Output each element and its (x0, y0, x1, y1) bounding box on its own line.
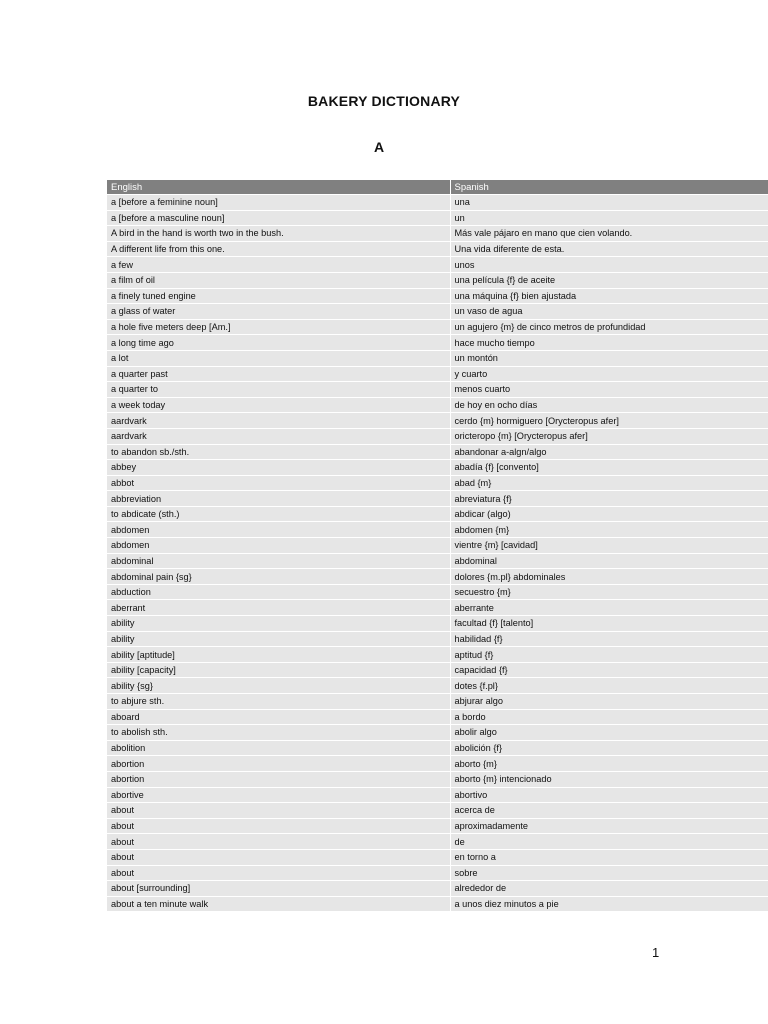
table-row (107, 272, 768, 288)
english-term-cell: a long time ago (107, 335, 450, 351)
english-term-cell: ability [aptitude] (107, 647, 450, 663)
table-row (107, 584, 768, 600)
spanish-translation-cell: abolir algo (450, 725, 768, 741)
spanish-translation-cell: acerca de (450, 803, 768, 819)
spanish-translation-cell: aproximadamente (450, 818, 768, 834)
column-header-spanish: Spanish (450, 180, 768, 195)
spanish-translation-cell: a unos diez minutos a pie (450, 896, 768, 911)
english-term-cell: abortive (107, 787, 450, 803)
spanish-translation-cell: de (450, 834, 768, 850)
english-term-cell: abdomen (107, 522, 450, 538)
english-term-cell: a glass of water (107, 304, 450, 320)
table-row (107, 304, 768, 320)
spanish-translation-cell: abolición {f} (450, 740, 768, 756)
spanish-translation-cell: aptitud {f} (450, 647, 768, 663)
spanish-translation-cell: habilidad {f} (450, 631, 768, 647)
spanish-translation-cell: un agujero {m} de cinco metros de profundidad (450, 319, 768, 335)
spanish-translation-cell: aborto {m} intencionado (450, 771, 768, 787)
spanish-translation-cell: a bordo (450, 709, 768, 725)
english-term-cell: to abdicate (sth.) (107, 506, 450, 522)
english-term-cell: a lot (107, 350, 450, 366)
english-term-cell: about (107, 865, 450, 881)
english-term-cell: abduction (107, 584, 450, 600)
table-row (107, 865, 768, 881)
table-row (107, 366, 768, 382)
english-term-cell: a few (107, 257, 450, 273)
dictionary-table (107, 180, 768, 911)
spanish-translation-cell: dolores {m.pl} abdominales (450, 569, 768, 585)
english-term-cell: a quarter past (107, 366, 450, 382)
english-term-cell: about a ten minute walk (107, 896, 450, 911)
english-term-cell: a week today (107, 397, 450, 413)
spanish-translation-cell: aberrante (450, 600, 768, 616)
table-row (107, 413, 768, 429)
table-row (107, 725, 768, 741)
table-row (107, 849, 768, 865)
spanish-translation-cell: unos (450, 257, 768, 273)
document-title: BAKERY DICTIONARY (307, 93, 461, 109)
table-row (107, 787, 768, 803)
english-term-cell: abortion (107, 771, 450, 787)
english-term-cell: A bird in the hand is worth two in the bush. (107, 226, 450, 242)
dictionary-table-body (107, 195, 768, 912)
table-row (107, 335, 768, 351)
english-term-cell: a [before a feminine noun] (107, 195, 450, 211)
spanish-translation-cell: alrededor de (450, 881, 768, 897)
spanish-translation-cell: abdicar (algo) (450, 506, 768, 522)
table-row (107, 647, 768, 663)
spanish-translation-cell: abortivo (450, 787, 768, 803)
english-term-cell: aardvark (107, 428, 450, 444)
table-row (107, 896, 768, 911)
english-term-cell: to abandon sb./sth. (107, 444, 450, 460)
table-row (107, 428, 768, 444)
spanish-translation-cell: dotes {f.pl} (450, 678, 768, 694)
table-row (107, 319, 768, 335)
table-row (107, 491, 768, 507)
spanish-translation-cell: facultad {f} [talento] (450, 616, 768, 632)
table-row (107, 257, 768, 273)
english-term-cell: ability (107, 631, 450, 647)
spanish-translation-cell: un vaso de agua (450, 304, 768, 320)
english-term-cell: a hole five meters deep [Am.] (107, 319, 450, 335)
english-term-cell: about (107, 834, 450, 850)
spanish-translation-cell: secuestro {m} (450, 584, 768, 600)
english-term-cell: abortion (107, 756, 450, 772)
table-row (107, 600, 768, 616)
table-row (107, 226, 768, 242)
spanish-translation-cell: abjurar algo (450, 694, 768, 710)
spanish-translation-cell: Más vale pájaro en mano que cien volando. (450, 226, 768, 242)
spanish-translation-cell: abreviatura {f} (450, 491, 768, 507)
spanish-translation-cell: capacidad {f} (450, 662, 768, 678)
english-term-cell: a quarter to (107, 382, 450, 398)
table-row (107, 506, 768, 522)
english-term-cell: a finely tuned engine (107, 288, 450, 304)
table-row (107, 616, 768, 632)
english-term-cell: abbreviation (107, 491, 450, 507)
english-term-cell: abdominal (107, 553, 450, 569)
table-row (107, 195, 768, 211)
english-term-cell: abbey (107, 460, 450, 476)
english-term-cell: aboard (107, 709, 450, 725)
spanish-translation-cell: abdominal (450, 553, 768, 569)
spanish-translation-cell: abad {m} (450, 475, 768, 491)
spanish-translation-cell: una máquina {f} bien ajustada (450, 288, 768, 304)
column-header-english: English (107, 180, 450, 195)
spanish-translation-cell: un (450, 210, 768, 226)
english-term-cell: to abjure sth. (107, 694, 450, 710)
spanish-translation-cell: hace mucho tiempo (450, 335, 768, 351)
table-header-row (107, 180, 768, 195)
spanish-translation-cell: vientre {m} [cavidad] (450, 538, 768, 554)
english-term-cell: abolition (107, 740, 450, 756)
table-row (107, 756, 768, 772)
spanish-translation-cell: menos cuarto (450, 382, 768, 398)
table-row (107, 350, 768, 366)
table-row (107, 662, 768, 678)
table-row (107, 818, 768, 834)
section-letter-heading: A (374, 139, 385, 155)
table-row (107, 740, 768, 756)
table-row (107, 538, 768, 554)
table-row (107, 522, 768, 538)
english-term-cell: to abolish sth. (107, 725, 450, 741)
english-term-cell: ability (107, 616, 450, 632)
english-term-cell: about [surrounding] (107, 881, 450, 897)
spanish-translation-cell: abadía {f} [convento] (450, 460, 768, 476)
spanish-translation-cell: de hoy en ocho días (450, 397, 768, 413)
english-term-cell: about (107, 803, 450, 819)
spanish-translation-cell: una (450, 195, 768, 211)
english-term-cell: aardvark (107, 413, 450, 429)
table-row (107, 460, 768, 476)
table-row (107, 553, 768, 569)
table-row (107, 475, 768, 491)
english-term-cell: aberrant (107, 600, 450, 616)
spanish-translation-cell: un montón (450, 350, 768, 366)
table-row (107, 678, 768, 694)
table-row (107, 569, 768, 585)
spanish-translation-cell: sobre (450, 865, 768, 881)
english-term-cell: ability [capacity] (107, 662, 450, 678)
table-row (107, 288, 768, 304)
english-term-cell: a [before a masculine noun] (107, 210, 450, 226)
table-row (107, 834, 768, 850)
spanish-translation-cell: abdomen {m} (450, 522, 768, 538)
table-row (107, 694, 768, 710)
english-term-cell: about (107, 818, 450, 834)
table-row (107, 210, 768, 226)
table-row (107, 771, 768, 787)
table-row (107, 631, 768, 647)
table-row (107, 444, 768, 460)
spanish-translation-cell: Una vida diferente de esta. (450, 241, 768, 257)
spanish-translation-cell: y cuarto (450, 366, 768, 382)
spanish-translation-cell: oricteropo {m} [Orycteropus afer] (450, 428, 768, 444)
table-row (107, 709, 768, 725)
english-term-cell: about (107, 849, 450, 865)
spanish-translation-cell: en torno a (450, 849, 768, 865)
table-row (107, 397, 768, 413)
english-term-cell: A different life from this one. (107, 241, 450, 257)
spanish-translation-cell: aborto {m} (450, 756, 768, 772)
english-term-cell: abbot (107, 475, 450, 491)
table-row (107, 382, 768, 398)
table-row (107, 803, 768, 819)
english-term-cell: a film of oil (107, 272, 450, 288)
table-row (107, 241, 768, 257)
english-term-cell: abdominal pain {sg} (107, 569, 450, 585)
english-term-cell: abdomen (107, 538, 450, 554)
spanish-translation-cell: abandonar a-algn/algo (450, 444, 768, 460)
spanish-translation-cell: cerdo {m} hormiguero [Orycteropus afer] (450, 413, 768, 429)
english-term-cell: ability {sg} (107, 678, 450, 694)
page-number: 1 (652, 945, 660, 960)
spanish-translation-cell: una película {f} de aceite (450, 272, 768, 288)
table-row (107, 881, 768, 897)
